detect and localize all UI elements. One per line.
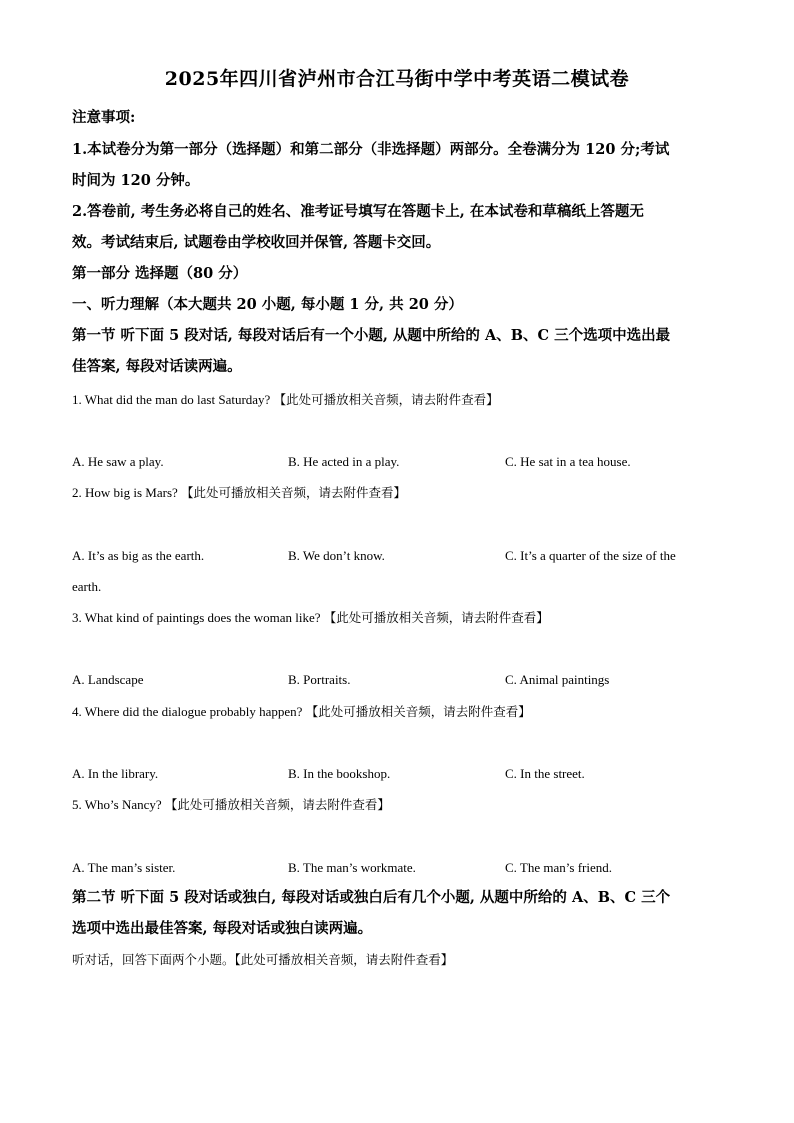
listening-section-heading: 一、听力理解（本大题共 20 小题, 每小题 1 分, 共 20 分） [72,296,463,313]
audio-link[interactable]: 【此处可播放相关音频，请去附件查看】 [273,392,499,407]
notice-heading: 注意事项: [72,109,136,126]
question-1-option-a: A. He saw a play. [72,454,164,469]
question-4-option-b: B. In the bookshop. [288,766,391,781]
notice-item-1-line-1: 1.本试卷分为第一部分（选择题）和第二部分（非选择题）两部分。全卷满分为 120 分;考试 [72,141,670,158]
audio-link[interactable]: 【此处可播放相关音频，请去附件查看】 [323,610,549,625]
question-1 [72,391,499,409]
question-5-option-c: C. The man’s friend. [505,860,612,875]
question-3-option-c: C. Animal paintings [505,672,610,687]
question-3-option-a: A. Landscape [72,672,144,687]
listen-prompt [72,951,453,969]
question-2-option-c: C. It’s a quarter of the size of the [505,548,676,563]
audio-link[interactable]: 【此处可播放相关音频，请去附件查看】 [181,485,407,500]
question-4-option-a: A. In the library. [72,766,159,781]
question-1-option-c: C. He sat in a tea house. [505,454,631,469]
question-2-option-a: A. It’s as big as the earth. [72,548,205,563]
question-5-option-b: B. The man’s workmate. [288,860,416,875]
question-2-option-c-wrap: earth. [72,579,102,594]
question-2-text: 2. How big is Mars? [72,485,178,500]
question-3 [72,609,549,627]
question-3-option-b: B. Portraits. [288,672,351,687]
question-4-text: 4. Where did the dialogue probably happen? [72,704,303,719]
page-title: 2025年四川省泸州市合江马街中学中考英语二模试卷 [164,68,630,90]
question-4-option-c: C. In the street. [505,766,585,781]
subsection-1-line-1: 第一节 听下面 5 段对话, 每段对话后有一个小题, 从题中所给的 A、B、C 三个选项中选出最 [72,327,671,344]
question-3-text: 3. What kind of paintings does the woman like? [72,610,321,625]
question-5-option-a: A. The man’s sister. [72,860,176,875]
audio-link[interactable]: 【此处可播放相关音频，请去附件查看】 [305,704,531,719]
notice-item-2-line-1: 2.答卷前, 考生务必将自己的姓名、准考证号填写在答题卡上, 在本试卷和草稿纸上答题无 [72,203,644,220]
notice-item-1-line-2: 时间为 120 分钟。 [72,172,200,189]
question-2 [72,484,406,502]
question-5-text: 5. Who’s Nancy? [72,797,162,812]
notice-item-2-line-2: 效。考试结束后, 试题卷由学校收回并保管, 答题卡交回。 [72,234,441,251]
question-1-text: 1. What did the man do last Saturday? [72,392,271,407]
part-1-heading: 第一部分 选择题（80 分） [72,265,248,282]
question-5 [72,796,390,814]
subsection-2-line-2: 选项中选出最佳答案, 每段对话或独白读两遍。 [72,920,373,937]
audio-link[interactable]: 【此处可播放相关音频，请去附件查看】 [234,952,454,967]
subsection-1-line-2: 佳答案, 每段对话读两遍。 [72,358,242,375]
listen-prompt-text: 听对话，回答下面两个小题。 [72,952,235,967]
subsection-2-line-1: 第二节 听下面 5 段对话或独白, 每段对话或独白后有几个小题, 从题中所给的 A、B、C 三个 [72,889,671,906]
question-1-option-b: B. He acted in a play. [288,454,400,469]
question-4 [72,703,531,721]
question-2-option-b: B. We don’t know. [288,548,385,563]
audio-link[interactable]: 【此处可播放相关音频，请去附件查看】 [164,797,390,812]
